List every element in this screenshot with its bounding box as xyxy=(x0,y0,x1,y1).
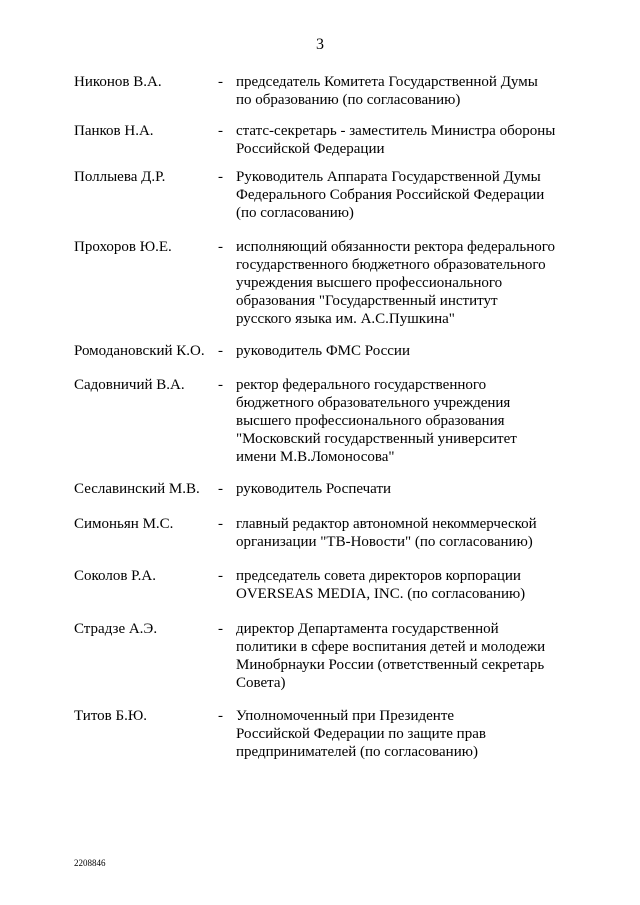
member-name: Страдзе А.Э. xyxy=(74,621,158,637)
member-role xyxy=(236,620,566,692)
dash-separator: - xyxy=(218,377,223,393)
member-role xyxy=(236,122,566,158)
role-line: предпринимателей (по согласованию) xyxy=(236,744,478,760)
dash-separator: - xyxy=(218,481,223,497)
role-line: Руководитель Аппарата Государственной Думы xyxy=(236,169,541,185)
role-line: высшего профессионального образования xyxy=(236,413,505,429)
dash-separator: - xyxy=(218,516,223,532)
role-line: Уполномоченный при Президенте xyxy=(236,708,455,724)
role-line: имени М.В.Ломоносова" xyxy=(236,449,395,465)
member-role xyxy=(236,707,566,761)
role-line: Минобрнауки России (ответственный секретарь xyxy=(236,657,545,673)
member-role xyxy=(236,480,566,498)
role-line: главный редактор автономной некоммерческой xyxy=(236,516,537,532)
member-role xyxy=(236,567,566,603)
member-role xyxy=(236,515,566,551)
member-name: Сеславинский М.В. xyxy=(74,481,200,497)
role-line: государственного бюджетного образовательного xyxy=(236,257,546,273)
role-line: директор Департамента государственной xyxy=(236,621,499,637)
member-role xyxy=(236,168,566,222)
member-role xyxy=(236,342,566,360)
role-line: политики в сфере воспитания детей и молодежи xyxy=(236,639,546,655)
dash-separator: - xyxy=(218,74,223,90)
dash-separator: - xyxy=(218,708,223,724)
role-line: по образованию (по согласованию) xyxy=(236,92,461,108)
member-name: Соколов Р.А. xyxy=(74,568,156,584)
role-line: OVERSEAS MEDIA, INC. (по согласованию) xyxy=(236,586,526,602)
role-line: бюджетного образовательного учреждения xyxy=(236,395,511,411)
role-line: Российской Федерации по защите прав xyxy=(236,726,486,742)
member-name: Симоньян М.С. xyxy=(74,516,174,532)
role-line: Российской Федерации xyxy=(236,141,385,157)
role-line: статс-секретарь - заместитель Министра обороны xyxy=(236,123,556,139)
role-line: Совета) xyxy=(236,675,286,691)
member-name: Титов Б.Ю. xyxy=(74,708,148,724)
role-line: Федерального Собрания Российской Федерации xyxy=(236,187,545,203)
role-line: руководитель Роспечати xyxy=(236,481,392,497)
member-name: Прохоров Ю.Е. xyxy=(74,239,172,255)
dash-separator: - xyxy=(218,239,223,255)
role-line: "Московский государственный университет xyxy=(236,431,517,447)
role-line: образования "Государственный институт xyxy=(236,293,498,309)
role-line: исполняющий обязанности ректора федерального xyxy=(236,239,556,255)
role-line: учреждения высшего профессионального xyxy=(236,275,503,291)
member-role xyxy=(236,238,566,328)
role-line: русского языка им. А.С.Пушкина" xyxy=(236,311,455,327)
member-role xyxy=(236,376,566,466)
dash-separator: - xyxy=(218,169,223,185)
member-name: Садовничий В.А. xyxy=(74,377,185,393)
dash-separator: - xyxy=(218,621,223,637)
dash-separator: - xyxy=(218,123,223,139)
member-role xyxy=(236,73,566,109)
role-line: организации "ТВ-Новости" (по согласованию) xyxy=(236,534,533,550)
role-line: руководитель ФМС России xyxy=(236,343,410,359)
dash-separator: - xyxy=(218,343,223,359)
member-name: Панков Н.А. xyxy=(74,123,154,139)
page-number: 3 xyxy=(316,36,324,53)
member-name: Никонов В.А. xyxy=(74,74,162,90)
role-line: ректор федерального государственного xyxy=(236,377,487,393)
member-name: Поллыева Д.Р. xyxy=(74,169,166,185)
document-code: 2208846 xyxy=(74,858,106,868)
member-name: Ромодановский К.О. xyxy=(74,343,205,359)
role-line: председатель совета директоров корпорации xyxy=(236,568,521,584)
role-line: (по согласованию) xyxy=(236,205,354,221)
dash-separator: - xyxy=(218,568,223,584)
role-line: председатель Комитета Государственной Думы xyxy=(236,74,538,90)
